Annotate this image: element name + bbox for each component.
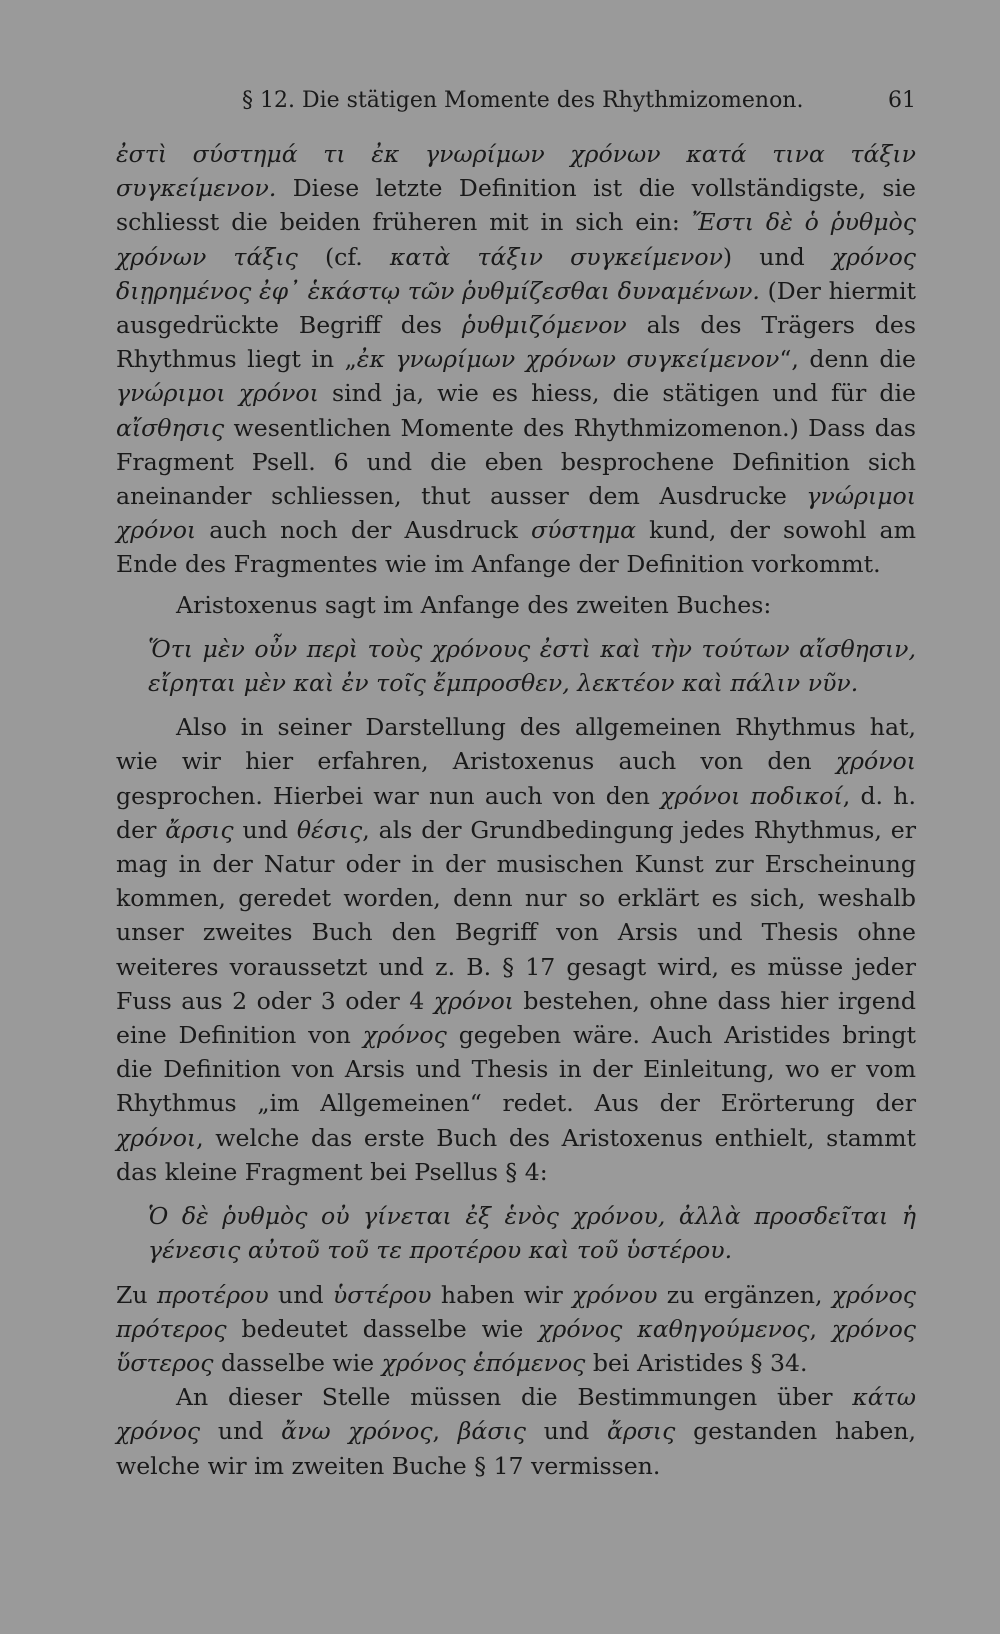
german-text: An dieser Stelle müssen die Bestimmungen über [176, 1383, 853, 1412]
german-text: bestehen, ohne dass hier irgend eine Definition von [116, 986, 917, 1050]
page-number: 61 [888, 88, 916, 113]
german-text: , welche das erste Buch des Aristoxenus enthielt, stammt das kleine Fragment bei Psellus § 4: [116, 1123, 916, 1186]
greek-text: χρόνος [362, 1021, 447, 1050]
greek-text: Ἔστι δὲ ὁ ῥυθμὸς χρόνων τάξις [116, 208, 916, 271]
german-text: gesprochen. Hierbei war nun auch von den [116, 781, 661, 810]
greek-text: χρόνος ὕστερος [116, 1314, 917, 1377]
greek-text: κάτω χρόνος [116, 1383, 916, 1446]
greek-text: κατὰ τάξιν συγκείμενον [389, 242, 723, 271]
greek-text: Ὁ δὲ ῥυθμὸς οὐ γίνεται ἐξ ἑνὸς χρόνου, ἀλλὰ προσδεῖται ἡ γένεσις αὐτοῦ τοῦ τε προτέρου καὶ τοῦ ὑστέρου. [148, 1202, 916, 1265]
german-text: bedeutet dasselbe wie [226, 1314, 539, 1343]
greek-text: ἄρσις [606, 1417, 676, 1446]
greek-text: γνώριμοι χρόνοι [116, 379, 319, 408]
paragraph-definition [116, 137, 916, 582]
greek-text: χρόνοι ποδικοί [660, 781, 843, 810]
greek-text: ῥυθμιζόμενον [461, 311, 627, 340]
german-text: Also in seiner Darstellung des allgemeinen Rhythmus hat, wie wir hier erfahren, Aristoxenus auch von den [116, 713, 916, 776]
german-text: , als der Grundbedingung jedes Rhythmus, er mag in der Natur oder in der musischen Kunst zur Erscheinung kommen, geredet worden, denn nur so erklärt es sich, weshalb unser zweites Buch den Begriff von Arsis und Thesis ohne weiteres voraussetzt und z. B. § 17 gesagt wird, es müsse jeder Fuss aus 2 oder 3 oder 4 [116, 815, 916, 1015]
german-text: bei Aristides § 34. [585, 1348, 808, 1377]
german-text: , [432, 1417, 458, 1446]
german-text: (cf. [297, 242, 390, 271]
german-text: und [200, 1417, 282, 1446]
german-text: haben wir [431, 1280, 573, 1309]
greek-text: ὑστέρου [332, 1280, 432, 1309]
german-text: , [809, 1314, 832, 1343]
german-text: Zu [116, 1280, 157, 1309]
greek-text: χρόνοι [835, 747, 916, 776]
greek-text: Ὅτι μὲν οὖν περὶ τοὺς χρόνους ἐστὶ καὶ τὴν τούτων αἴσθησιν, εἴρηται μὲν καὶ ἐν τοῖς ἔμπροσθεν, λεκτέον καὶ πάλιν νῦν. [148, 634, 916, 698]
german-text: und [525, 1417, 607, 1446]
greek-text: βάσις [457, 1417, 526, 1446]
greek-text: θέσις [296, 815, 363, 844]
german-text: wesentlichen Momente des Rhythmizomenon.) Dass das Fragment Psell. 6 und die eben besprochene Definition sich aneinander schliessen, thut ausser dem Ausdrucke [116, 413, 916, 511]
german-text: Aristoxenus sagt im Anfange des zweiten Buches: [176, 590, 772, 619]
greek-text: γνώριμοι χρόνοι [116, 482, 916, 545]
paragraph-proterou [116, 1278, 916, 1381]
quote-psellus [116, 1199, 916, 1267]
german-text: (Der hiermit ausgedrückte Begriff des [116, 276, 916, 340]
german-text: Diese letzte Definition ist die vollständigste, sie schliesst die beiden früheren mit in sich ein: [116, 174, 916, 237]
german-text: dasselbe wie [213, 1348, 382, 1377]
german-text: und [268, 1280, 333, 1309]
greek-text: ἄνω χρόνος [281, 1417, 433, 1446]
german-text: gegeben wäre. Auch Aristides bringt die Definition von Arsis und Thesis in der Einleitung, wo er vom Rhythmus „im Allgemeinen“ redet. Aus der Erörterung der [116, 1021, 916, 1118]
greek-text: ἄρσις [165, 815, 234, 844]
german-text: als des Trägers des Rhythmus liegt in „ [116, 311, 916, 374]
greek-text: χρόνος ἑπόμενος [381, 1348, 586, 1377]
german-text: sind ja, wie es hiess, die stätigen und für die [318, 379, 916, 408]
greek-text: χρόνος διῃρημένος ἐφ᾽ ἑκάστῳ τῶν ῥυθμίζεσθαι δυναμένων. [116, 242, 916, 305]
german-text: kund, der sowohl am Ende des Fragmentes wie im Anfange der Definition vorkommt. [116, 516, 916, 579]
german-text: , d. h. der [116, 781, 916, 844]
german-text: auch noch der Ausdruck [196, 516, 531, 545]
greek-text: χρόνοι [433, 986, 514, 1015]
german-text: und [233, 815, 297, 844]
body-text [116, 137, 916, 1483]
quote-aristoxenus [116, 632, 916, 700]
greek-text: ἐστὶ σύστημά τι ἐκ γνωρίμων χρόνων κατά τινα τάξιν συγκείμενον. [116, 140, 916, 203]
greek-text: ἐκ γνωρίμων χρόνων συγκείμενον [356, 345, 780, 374]
german-text: gestanden haben, welche wir im zweiten Buche § 17 vermissen. [116, 1417, 917, 1480]
german-text: ) und [722, 242, 832, 271]
running-title: § 12. Die stätigen Momente des Rhythmizomenon. [242, 88, 804, 113]
greek-text: χρόνος καθηγούμενος [538, 1314, 810, 1343]
german-text: “, denn die [779, 345, 916, 374]
greek-text: χρόνου [572, 1280, 658, 1309]
paragraph-bestimmungen [116, 1380, 916, 1483]
greek-text: χρόνος πρότερος [116, 1280, 917, 1343]
greek-text: προτέρου [156, 1280, 269, 1309]
greek-text: χρόνοι [116, 1123, 197, 1152]
german-text: zu ergänzen, [657, 1280, 832, 1309]
paragraph-darstellung [116, 710, 916, 1189]
greek-text: σύστημα [531, 516, 637, 545]
greek-text: αἴσθησις [116, 413, 225, 442]
paragraph-aristoxenus-intro [116, 588, 916, 622]
running-header [116, 86, 916, 116]
